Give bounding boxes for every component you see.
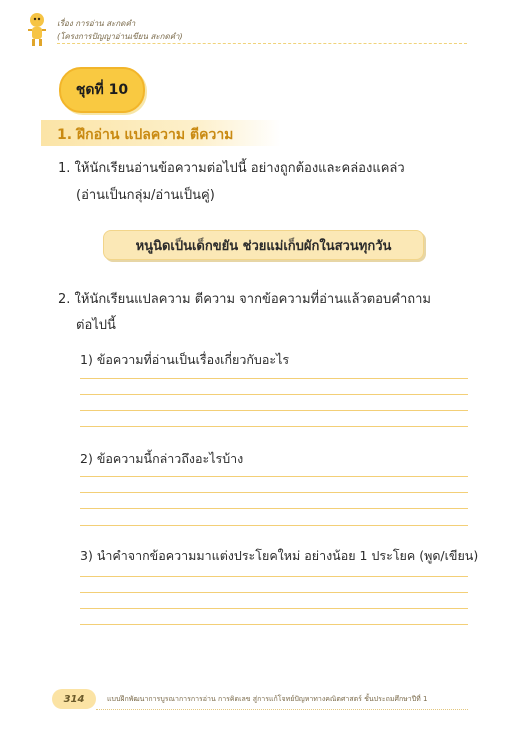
question-number: 2. [58, 292, 71, 307]
answer-line[interactable] [80, 378, 468, 379]
answer-line[interactable] [80, 624, 468, 625]
subquestion-3 [80, 546, 478, 566]
subquestion-1 [80, 350, 289, 370]
question-number: 1. [58, 161, 71, 176]
mascot-logo-icon [26, 10, 48, 48]
answer-line[interactable] [80, 576, 468, 577]
question-2-line2: ต่อไปนี้ [76, 318, 116, 333]
footer-divider [96, 709, 468, 710]
answer-line[interactable] [80, 592, 468, 593]
answer-line[interactable] [80, 608, 468, 609]
question-2 [58, 288, 431, 309]
subquestion-number: 3) [80, 548, 93, 563]
set-number-badge: ชุดที่ 10 [59, 67, 145, 113]
answer-line[interactable] [80, 508, 468, 509]
subquestion-text: นำคำจากข้อความมาแต่งประโยคใหม่ อย่างน้อย 1 ประโยค (พูด/เขียน) [96, 548, 479, 563]
subquestion-number: 1) [80, 352, 93, 367]
footer-book-title: แบบฝึกพัฒนาการบูรณาการการอ่าน การคิดเลข สู่การแก้โจทย์ปัญหาทางคณิตศาสตร์ ชั้นประถมศึกษาปีที่ 1 [107, 695, 428, 703]
section-title: 1. ฝึกอ่าน แปลความ ตีความ [57, 127, 234, 143]
subquestion-text: ข้อความนี้กล่าวถึงอะไรบ้าง [96, 451, 244, 466]
reading-sentence-box: หนูนิดเป็นเด็กขยัน ช่วยแม่เก็บผักในสวนทุกวัน [103, 230, 424, 260]
question-1 [58, 157, 405, 178]
answer-line[interactable] [80, 525, 468, 526]
answer-line[interactable] [80, 410, 468, 411]
question-text: ให้นักเรียนอ่านข้อความต่อไปนี้ อย่างถูกต้องและคล่องแคล่ว [74, 161, 405, 176]
answer-line[interactable] [80, 394, 468, 395]
answer-line[interactable] [80, 492, 468, 493]
question-text: ให้นักเรียนแปลความ ตีความ จากข้อความที่อ่านแล้วตอบคำถาม [74, 292, 431, 307]
header-divider [57, 43, 467, 44]
header-subtitle: (โครงการปัญญาอ่านเขียน สะกดคำ) [57, 32, 183, 41]
answer-line[interactable] [80, 476, 468, 477]
subquestion-text: ข้อความที่อ่านเป็นเรื่องเกี่ยวกับอะไร [96, 352, 290, 367]
header-title: เรื่อง การอ่าน สะกดคำ [57, 19, 136, 28]
subquestion-2 [80, 449, 243, 469]
subquestion-number: 2) [80, 451, 93, 466]
answer-line[interactable] [80, 426, 468, 427]
question-1-line2: (อ่านเป็นกลุ่ม/อ่านเป็นคู่) [76, 188, 215, 203]
page-number: 314 [52, 689, 96, 709]
